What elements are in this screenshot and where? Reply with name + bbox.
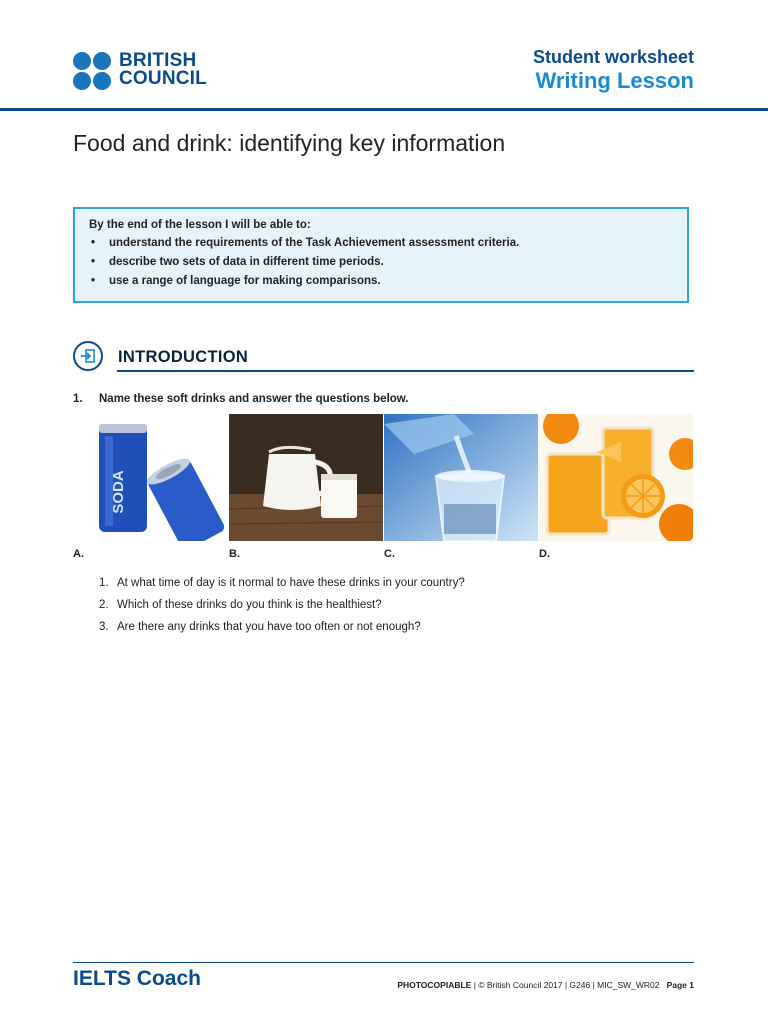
image-label-b: B. xyxy=(229,548,240,560)
header-titles xyxy=(533,46,694,94)
section-title: INTRODUCTION xyxy=(118,348,249,366)
page-title: Food and drink: identifying key information xyxy=(73,130,506,156)
objective-item: • understand the requirements of the Task Achievement assessment criteria. xyxy=(91,237,520,249)
objectives-intro: By the end of the lesson I will be able to: xyxy=(89,219,311,231)
sub-question-text: At what time of day is it normal to have these drinks in your country? xyxy=(117,577,465,589)
milk-image xyxy=(229,414,383,541)
image-label-d: D. xyxy=(539,548,550,560)
objective-item: • use a range of language for making comparisons. xyxy=(91,275,381,287)
section-divider xyxy=(117,370,694,372)
logo-text xyxy=(119,52,207,88)
svg-text:SODA: SODA xyxy=(110,470,127,514)
lesson-title: Writing Lesson xyxy=(535,68,694,93)
worksheet-subtitle: Student worksheet xyxy=(532,47,694,67)
page-number: Page 1 xyxy=(666,980,694,990)
soda-cans-image xyxy=(73,414,227,541)
logo-dots-icon xyxy=(73,52,113,90)
water-image xyxy=(384,414,538,541)
sub-question-text: Which of these drinks do you think is the healthiest? xyxy=(117,599,382,611)
logo-line-1: BRITISH xyxy=(119,50,197,71)
footer-brand: IELTS Coach xyxy=(73,967,201,990)
enter-arrow-icon xyxy=(73,341,103,371)
question-text: Name these soft drinks and answer the questions below. xyxy=(99,393,409,405)
copyright-text: | © British Council 2017 | G246 | MIC_SW_WR02 xyxy=(471,980,660,990)
footer-info xyxy=(397,980,694,990)
objectives-box xyxy=(73,207,689,303)
sub-question-number: 1. xyxy=(99,577,109,589)
footer-divider xyxy=(73,962,694,963)
image-label-c: C. xyxy=(384,548,395,560)
sub-question-text: Are there any drinks that you have too often or not enough? xyxy=(117,621,421,633)
image-label-a: A. xyxy=(73,548,84,560)
objective-item: • describe two sets of data in different time periods. xyxy=(91,256,384,268)
header-divider xyxy=(0,108,768,111)
question-number: 1. xyxy=(73,393,83,405)
photocopiable-label: PHOTOCOPIABLE xyxy=(397,980,472,990)
british-council-logo xyxy=(73,52,223,92)
orange-juice-image xyxy=(539,414,693,541)
logo-line-2: COUNCIL xyxy=(119,68,207,89)
sub-question-number: 3. xyxy=(99,621,109,633)
sub-question-number: 2. xyxy=(99,599,109,611)
